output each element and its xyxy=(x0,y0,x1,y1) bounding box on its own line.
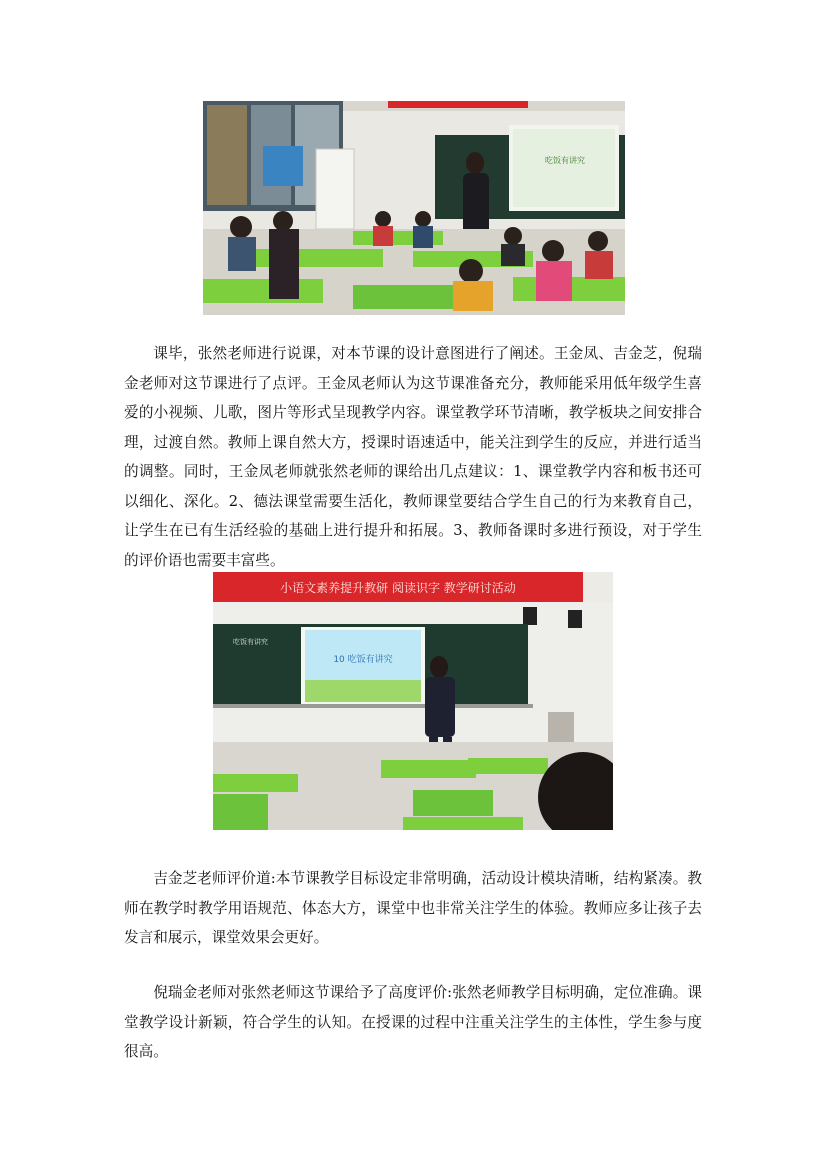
classroom-photo-2-image xyxy=(213,572,613,830)
slide-text: 吃饭有讲究 xyxy=(545,156,585,165)
paragraph-lesson-review: 课毕，张然老师进行说课，对本节课的设计意图进行了阐述。王金凤、吉金芝，倪瑞金老师对这节课进行了点评。王金凤老师认为这节课准备充分，教师能采用低年级学生喜爱的小视频、儿歌，图片等形式呈现教学内容。课堂教学环节清晰，教学板块之间安排合理，过渡自然。教师上课自然大方，授课时语速适中，能关注到学生的反应，并进行适当的调整。同时，王金凤老师就张然老师的课给出几点建议：1、课堂教学内容和板书还可以细化、深化。2、德法课堂需要生活化，教师课堂要结合学生自己的行为来教育自己，让学生在已有生活经验的基础上进行提升和拓展。3、教师备课时多进行预设，对于学生的评价语也需要丰富些。 xyxy=(124,345,702,569)
board-text: 吃饭有讲究 xyxy=(233,638,268,646)
classroom-photo-1-image xyxy=(203,101,625,315)
slide-title: 10 吃饭有讲究 xyxy=(333,655,393,665)
classroom-photo-2 xyxy=(213,572,613,830)
paragraph-ji-jinzhi-evaluation: 吉金芝老师评价道:本节课教学目标设定非常明确，活动设计模块清晰，结构紧凑。教师在教学时教学用语规范、体态大方，课堂中也非常关注学生的体验。教师应多让孩子去发言和展示，课堂效果会更好。 xyxy=(124,870,702,946)
classroom-photo-1 xyxy=(203,101,625,315)
paragraph-ni-ruijin-evaluation: 倪瑞金老师对张然老师这节课给予了高度评价:张然老师教学目标明确，定位准确。课堂教学设计新颖，符合学生的认知。在授课的过程中注重关注学生的主体性，学生参与度很高。 xyxy=(124,984,702,1060)
banner-text: 小语文素养提升教研 阅读识字 教学研讨活动 xyxy=(280,581,516,595)
